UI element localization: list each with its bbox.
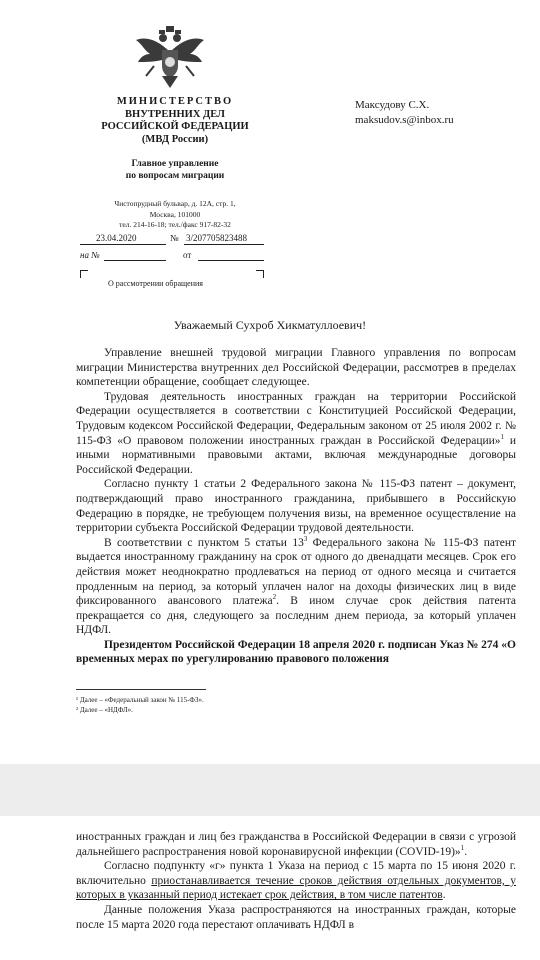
page2-paragraph-1: иностранных граждан и лиц без гражданства в Российской Федерации в связи с угрозой дальнейшего распространения новой коронавирусной инфекции (COVID-19)»$^1$. <box>76 831 516 858</box>
reference-number-label: на № <box>80 250 100 260</box>
body-paragraph-5: Президентом Российской Федерации 18 апреля 2020 г. подписан Указ № 274 «О временных мерах по урегулированию правового положения <box>76 638 516 666</box>
letter-body <box>76 346 516 667</box>
department-name <box>60 158 290 182</box>
page2-footnote-ref: 1 <box>460 843 465 852</box>
footnote-1: ¹ Далее – «Федеральный закон № 115-ФЗ». <box>76 696 204 704</box>
dept-line-1: Главное управление <box>131 159 219 169</box>
registration-number: 3/207705823488 <box>186 233 248 243</box>
address-line-1: Чистопрудный бульвар, д. 12А, стр. 1, <box>114 199 236 208</box>
ministry-line-3: РОССИЙСКОЙ ФЕДЕРАЦИИ <box>101 121 249 132</box>
letter-subject: О рассмотрении обращения <box>108 279 203 288</box>
reference-date-label: от <box>183 250 192 260</box>
article-superscript: 3 <box>303 534 308 543</box>
address-line-2: Москва, 101000 <box>149 209 201 219</box>
ministry-address <box>60 199 290 231</box>
footnote-ref-1: 1 <box>500 432 505 441</box>
salutation: Уважаемый Сухроб Хикматуллоевич! <box>173 318 367 332</box>
page-gap <box>0 764 540 816</box>
number-underline <box>184 244 264 245</box>
recipient-email[interactable]: maksudov.s@inbox.ru <box>355 114 454 126</box>
body-paragraph-4: В соответствии с пунктом 5 статьи $13^3$ Федерального закона № 115-ФЗ патент выдается иностранному гражданину на срок от одного до двенадцати месяцев. Срок его действия может неоднократно продлеваться на период от одного месяца и считается продленным на период, за который уплачен налог на доходы физических лиц в виде фиксированного авансового платежа$^2$. В ином случае срок действия патента прекращается со дня, следующего за последним днем периода, за который уплачен НДФЛ. <box>76 534 517 637</box>
ministry-name <box>60 96 290 146</box>
ministry-line-1: МИНИСТЕРСТВО <box>116 96 234 107</box>
date-underline <box>80 244 166 245</box>
reference-date-line <box>198 260 264 261</box>
body-paragraph-3: Согласно пункту 1 статьи 2 Федерального закона № 115-ФЗ патент – документ, подтверждающий право иностранного гражданина, прибывшего в Российскую Федерацию в порядке, не требующем получения визы, на временное осуществление на территории субъекта Российской Федерации трудовой деятельности. <box>76 478 516 535</box>
ministry-line-4: (МВД России) <box>141 133 209 145</box>
ministry-line-2: ВНУТРЕННИХ ДЕЛ <box>125 108 225 120</box>
body-paragraph-1: Управление внешней трудовой миграции Главного управления по вопросам миграции Министерства внутренних дел Российской Федерации, рассмотрев в пределах компетенции обращение, сообщает следующее. <box>76 347 516 389</box>
address-line-3: тел. 214-16-18; тел./факс 917-82-32 <box>119 220 231 229</box>
recipient-block <box>355 98 454 128</box>
underlined-passage: приостанавливается течение сроков действия отдельных документов, у которых в указанный период истекает срок действия, в том числе патентов <box>76 874 517 902</box>
recipient-name: Максудову С.Х. <box>355 99 430 111</box>
letter-body-page-2 <box>76 830 516 932</box>
body-paragraph-2: Трудовая деятельность иностранных граждан на территории Российской Федерации осуществляется в соответствии с Конституцией Российской Федерации, Трудовым кодексом Российской Федерации, Федеральным законом от 25 июля 2002 г. № 115-ФЗ «О правовом положении иностранных граждан в Российской Федерации»$^1$ и иными нормативными правовыми актами, включая международные договоры Российской Федерации. <box>76 390 517 476</box>
dept-line-2: по вопросам миграции <box>125 171 225 181</box>
reference-number-line <box>104 260 166 261</box>
registration-date: 23.04.2020 <box>96 233 137 243</box>
page2-paragraph-3: Данные положения Указа распространяются на иностранных граждан, которые после 15 марта 2020 года перестают оплачивать НДФЛ в <box>76 903 516 931</box>
subject-bracket-left <box>80 270 88 278</box>
footnote-ref-2: 2 <box>272 593 277 602</box>
footnote-2: ² Далее – «НДФЛ». <box>76 706 133 714</box>
subject-bracket-right <box>256 270 264 278</box>
page2-paragraph-2: Согласно подпункту «г» пункта 1 Указа на период с 15 марта по 15 июня 2020 г. включительно приостанавливается течение сроков действия отдельных документов, у которых в указанный период истекает срок действия, в том числе патентов. <box>76 860 517 902</box>
footnote-separator <box>76 689 206 690</box>
footnotes <box>76 695 204 715</box>
mvd-emblem-icon <box>132 22 208 92</box>
registration-number-label: № <box>170 233 179 243</box>
